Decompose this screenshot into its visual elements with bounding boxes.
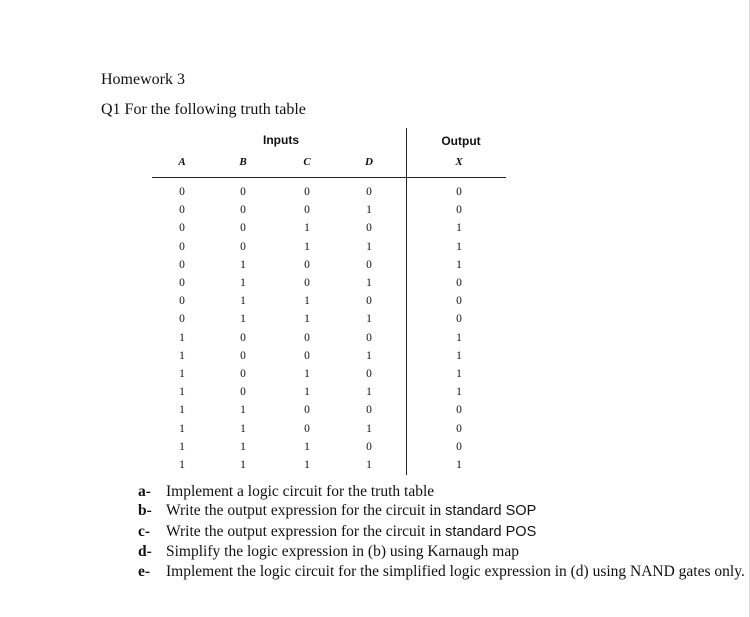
column-header-c: C [303,156,311,168]
cell-a: 0 [179,240,185,253]
cell-b: 0 [240,349,246,362]
table-row [0,420,750,438]
task-item [138,501,745,521]
task-form-label: standard POS [445,523,537,540]
cell-a: 1 [179,404,185,417]
cell-d: 0 [366,186,372,198]
cell-d: 0 [366,295,372,308]
cell-a: 0 [179,313,185,326]
inputs-group-header: Inputs [263,133,299,147]
table-row [0,292,750,310]
cell-c: 0 [304,404,310,417]
table-row [0,201,750,219]
task-marker: d- [138,543,152,561]
cell-b: 1 [240,277,246,289]
cell-a: 0 [179,258,185,271]
cell-d: 1 [366,422,372,435]
cell-b: 0 [240,222,246,235]
cell-x: 0 [456,204,462,217]
cell-c: 1 [304,368,310,380]
cell-x: 0 [456,404,462,417]
task-item [138,542,745,561]
cell-d: 1 [366,204,372,217]
cell-b: 0 [240,204,246,217]
cell-d: 0 [366,331,372,344]
cell-a: 1 [179,331,185,344]
cell-x: 0 [456,422,462,435]
cell-a: 1 [179,422,185,435]
cell-d: 1 [366,313,372,326]
cell-c: 1 [304,295,310,308]
table-row [0,365,750,383]
cell-x: 1 [456,459,462,471]
column-header-a: A [178,156,186,168]
cell-x: 1 [456,222,462,235]
cell-c: 0 [304,349,310,362]
cell-c: 1 [304,459,310,471]
cell-b: 0 [240,240,246,253]
cell-c: 0 [304,422,310,435]
cell-a: 1 [179,459,185,471]
task-marker: a- [138,483,151,500]
table-row [0,256,750,274]
output-group-header: Output [441,134,481,148]
task-text: Write the output expression for the circuit in [166,522,446,540]
table-row [0,347,750,365]
cell-c: 0 [304,186,310,198]
cell-c: 1 [304,386,310,399]
cell-c: 0 [304,331,310,344]
column-header-d: D [365,156,373,168]
table-row [0,274,750,292]
table-row [0,310,750,328]
cell-a: 1 [179,440,185,453]
cell-b: 1 [240,295,246,308]
cell-d: 0 [366,404,372,417]
cell-x: 1 [456,258,462,271]
cell-a: 1 [179,368,185,380]
task-text: Write the output expression for the circuit in [166,502,446,520]
task-form-label: standard SOP [445,503,537,520]
cell-c: 1 [304,240,310,253]
cell-d: 1 [366,240,372,253]
cell-x: 1 [456,386,462,399]
cell-b: 1 [240,422,246,435]
column-header-x: X [455,156,463,168]
task-item [138,562,745,581]
task-marker: e- [138,562,151,580]
cell-d: 0 [366,222,372,235]
cell-b: 1 [240,258,246,271]
cell-x: 1 [456,349,462,362]
table-row [0,238,750,256]
cell-x: 1 [456,331,462,344]
cell-c: 1 [304,440,310,453]
cell-c: 0 [304,258,310,271]
cell-x: 0 [456,440,462,453]
cell-c: 0 [304,277,310,289]
page-title: Homework 3 [101,71,185,88]
cell-a: 0 [179,186,185,198]
table-row [0,401,750,419]
cell-x: 1 [456,368,462,380]
cell-b: 1 [240,404,246,417]
task-item [138,522,745,542]
cell-d: 1 [366,459,372,471]
column-header-b: B [239,156,247,168]
cell-b: 0 [240,386,246,399]
cell-b: 1 [240,459,246,471]
cell-b: 0 [240,331,246,344]
task-text: Implement the logic circuit for the simplified logic expression in (d) using NAND gates only. [166,562,745,580]
cell-d: 0 [366,440,372,453]
cell-x: 0 [456,295,462,308]
table-row [0,219,750,237]
cell-x: 0 [456,186,462,198]
cell-a: 0 [179,204,185,217]
cell-x: 1 [456,240,462,253]
task-text: Implement a logic circuit for the truth table [166,483,435,500]
cell-b: 0 [240,368,246,380]
cell-d: 1 [366,386,372,399]
cell-a: 0 [179,222,185,235]
cell-a: 1 [179,349,185,362]
cell-d: 1 [366,277,372,289]
task-text: Simplify the logic expression in (b) using Karnaugh map [166,543,519,561]
table-row [0,329,750,347]
header-rule [152,177,506,178]
task-marker: b- [138,502,152,520]
cell-c: 1 [304,222,310,235]
cell-a: 1 [179,386,185,399]
cell-a: 0 [179,295,185,308]
cell-c: 0 [304,204,310,217]
table-row [0,383,750,401]
table-row [0,438,750,456]
cell-d: 0 [366,368,372,380]
cell-x: 0 [456,277,462,289]
cell-x: 0 [456,313,462,326]
table-row [0,183,750,201]
cell-b: 1 [240,313,246,326]
cell-b: 0 [240,186,246,198]
task-list [138,482,745,581]
task-item [138,482,745,501]
cell-b: 1 [240,440,246,453]
cell-d: 1 [366,349,372,362]
task-marker: c- [138,522,151,540]
question-heading: Q1 For the following truth table [101,101,306,118]
cell-d: 0 [366,258,372,271]
cell-c: 1 [304,313,310,326]
cell-a: 0 [179,277,185,289]
table-row [0,456,750,474]
